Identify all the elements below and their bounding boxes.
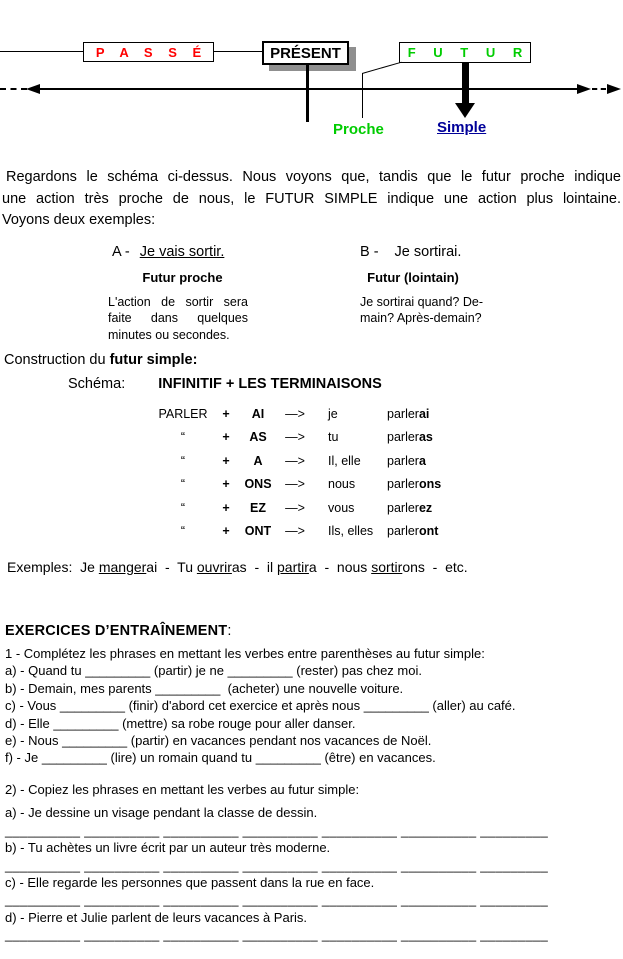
result-ending: a [418, 453, 426, 468]
result-ending: ez [418, 500, 433, 515]
result-ending: ont [418, 523, 439, 538]
proche-label: Proche [333, 121, 384, 138]
schema-label: Schéma: [68, 376, 126, 392]
proche-tick [362, 73, 363, 118]
ending-cell: A [253, 453, 263, 468]
schema-line [68, 376, 382, 392]
infinitive-cell: “ [180, 523, 186, 538]
result-stem: parler [387, 407, 419, 421]
infinitive-cell: PARLER [158, 407, 208, 421]
result-stem: parler [387, 523, 419, 538]
note-line: faite dans quelques [108, 311, 248, 326]
underlined-verb-stem: partir [277, 559, 309, 575]
example-b-phrase: Je sortirai. [394, 244, 462, 260]
conjugation-table [157, 403, 441, 543]
exercise2-item: a) - Je dessine un visage pendant la classe de dessin. [5, 805, 318, 821]
infinitive-cell: “ [180, 500, 186, 515]
present-label: PRÉSENT [270, 44, 341, 62]
exercises-title [5, 623, 231, 639]
ending-cell: ONS [244, 477, 272, 492]
infinitive-cell: “ [180, 430, 186, 445]
underlined-verb-stem: ouvrir [196, 559, 232, 575]
conjugation-row [157, 520, 441, 543]
futur-connector-line [362, 62, 402, 74]
infinitive-cell: “ [180, 453, 186, 468]
arrow-cell: —> [285, 453, 305, 468]
exercises-title-colon: : [227, 623, 232, 639]
exercise2-section [5, 781, 548, 944]
construction-heading [4, 352, 197, 368]
underlined-verb-stem: sortir [371, 559, 403, 575]
ending-cell: AI [251, 407, 265, 421]
ending-cell: AS [249, 430, 267, 445]
plus-cell: + [222, 500, 230, 515]
connector-line-middle [214, 51, 262, 52]
exercise1-item: b) - Demain, mes parents _________ (acheter) une nouvelle voiture. [5, 680, 404, 696]
arrowhead-right-end-icon [607, 84, 621, 94]
arrow-cell: —> [285, 477, 305, 492]
present-tick [306, 65, 309, 122]
result-cell [387, 520, 438, 543]
futur-label: F U T U R [407, 45, 530, 60]
schema-formula: INFINITIF + LES TERMINAISONS [158, 376, 382, 392]
answer-line: __________ __________ __________ __________ __________ __________ _________ [5, 892, 549, 908]
example-b-note [360, 294, 520, 327]
timeline-dashed-left [0, 88, 27, 90]
exercise1-item: c) - Vous _________ (finir) d'abord cet exercice et après nous _________ (aller) au café. [5, 698, 516, 714]
conjugation-row [157, 473, 441, 496]
conjugation-row [157, 403, 441, 426]
result-cell [387, 403, 429, 426]
exercise2-intro: 2) - Copiez les phrases en mettant les verbes au futur simple: [5, 782, 360, 797]
connector-line-left [0, 51, 83, 52]
examples-line-text: as - il [231, 559, 278, 575]
plus-cell: + [222, 430, 230, 445]
result-ending: as [418, 430, 433, 445]
conjugation-row [157, 450, 441, 473]
plus-cell: + [222, 477, 230, 492]
pronoun-cell: tu [328, 430, 339, 445]
pronoun-cell: nous [328, 477, 356, 492]
conjugation-row [157, 426, 441, 449]
construction-prefix: Construction du [4, 352, 110, 368]
exercise1-item: d) - Elle _________ (mettre) sa robe rouge pour aller danser. [5, 715, 356, 731]
futur-down-arrow-icon [455, 103, 475, 118]
passe-box [83, 42, 214, 62]
plus-cell: + [222, 523, 230, 538]
exercise1-item: e) - Nous _________ (partir) en vacances pendant nos vacances de Noël. [5, 733, 432, 749]
timeline-dashed-right [592, 88, 606, 90]
plus-cell: + [222, 407, 230, 421]
arrow-cell: —> [285, 407, 305, 421]
present-box [262, 41, 349, 65]
note-line: Je sortirai quand? De- [360, 295, 483, 309]
arrow-cell: —> [285, 430, 305, 445]
ending-cell: ONT [244, 523, 272, 538]
pronoun-cell: vous [328, 500, 355, 515]
exercise1-item: a) - Quand tu _________ (partir) je ne _________ (rester) pas chez moi. [5, 663, 422, 679]
underlined-verb-stem: manger [98, 559, 147, 575]
simple-label: Simple [437, 119, 487, 136]
examples-line-text: ons - etc. [402, 559, 468, 575]
futur-box [399, 42, 531, 63]
note-line: minutes ou secondes. [108, 327, 230, 342]
ending-cell: EZ [250, 500, 266, 515]
intro-paragraph [2, 167, 621, 232]
result-stem: parler [387, 477, 419, 492]
note-line: main? Après-demain? [360, 311, 482, 326]
passe-label: P A S S É [95, 44, 208, 60]
answer-line: __________ __________ __________ __________ __________ __________ _________ [5, 927, 549, 943]
exercise1-intro: 1 - Complétez les phrases en mettant les verbes entre parenthèses au futur simple: [5, 646, 485, 661]
examples-line-text: a - nous [308, 559, 372, 575]
result-ending: ons [418, 477, 442, 492]
pronoun-cell: je [328, 407, 338, 421]
arrowhead-left-icon [26, 84, 40, 94]
arrow-cell: —> [285, 500, 305, 515]
answer-line: __________ __________ __________ __________ __________ __________ _________ [5, 857, 549, 873]
answer-line: __________ __________ __________ __________ __________ __________ _________ [5, 822, 549, 838]
example-a-label: A - [112, 244, 130, 260]
conjugation-row [157, 497, 441, 520]
example-b-header [360, 244, 461, 260]
result-cell [387, 473, 441, 496]
intro-line: Voyons deux exemples: [2, 212, 156, 228]
result-stem: parler [387, 453, 419, 468]
exercise1-item: f) - Je _________ (lire) un romain quand tu _________ (être) en vacances. [5, 750, 436, 766]
example-a-header [112, 244, 224, 260]
examples-line-text: ai - Tu [146, 559, 197, 575]
construction-bold: futur simple: [109, 352, 198, 368]
examples-line [7, 559, 468, 575]
exercise2-item: b) - Tu achètes un livre écrit par un auteur très moderne. [5, 840, 331, 856]
futur-down-arrow-shaft [462, 63, 469, 104]
exercise2-item: c) - Elle regarde les personnes que passent dans la rue en face. [5, 875, 375, 891]
example-a-subtitle: Futur proche [142, 270, 223, 285]
exercise2-item: d) - Pierre et Julie parlent de leurs vacances à Paris. [5, 909, 308, 925]
pronoun-cell: Il, elle [328, 453, 361, 468]
exercise1-section [5, 645, 516, 767]
note-line: L'action de sortir sera [108, 295, 248, 309]
result-ending: ai [418, 407, 430, 421]
result-cell [387, 426, 433, 449]
example-a-phrase: Je vais sortir. [139, 244, 225, 260]
example-b-subtitle: Futur (lointain) [367, 270, 459, 285]
result-stem: parler [387, 500, 419, 515]
examples-line-text: Exemples: Je [7, 559, 99, 575]
result-cell [387, 497, 432, 520]
example-a-note [108, 294, 248, 343]
example-b-label: B - [360, 244, 379, 260]
arrowhead-right-icon [577, 84, 591, 94]
pronoun-cell: Ils, elles [328, 523, 374, 538]
plus-cell: + [222, 453, 230, 468]
infinitive-cell: “ [180, 477, 186, 492]
result-cell [387, 450, 426, 473]
arrow-cell: —> [285, 523, 305, 538]
intro-line: Regardons le schéma ci-dessus. Nous voyons que, tandis que le futur proche indique [6, 169, 621, 185]
result-stem: parler [387, 430, 419, 445]
exercises-title-bold: EXERCICES D’ENTRAÎNEMENT [5, 623, 228, 639]
intro-line: une action très proche de nous, le FUTUR SIMPLE indique une action plus lointaine. [2, 190, 621, 207]
